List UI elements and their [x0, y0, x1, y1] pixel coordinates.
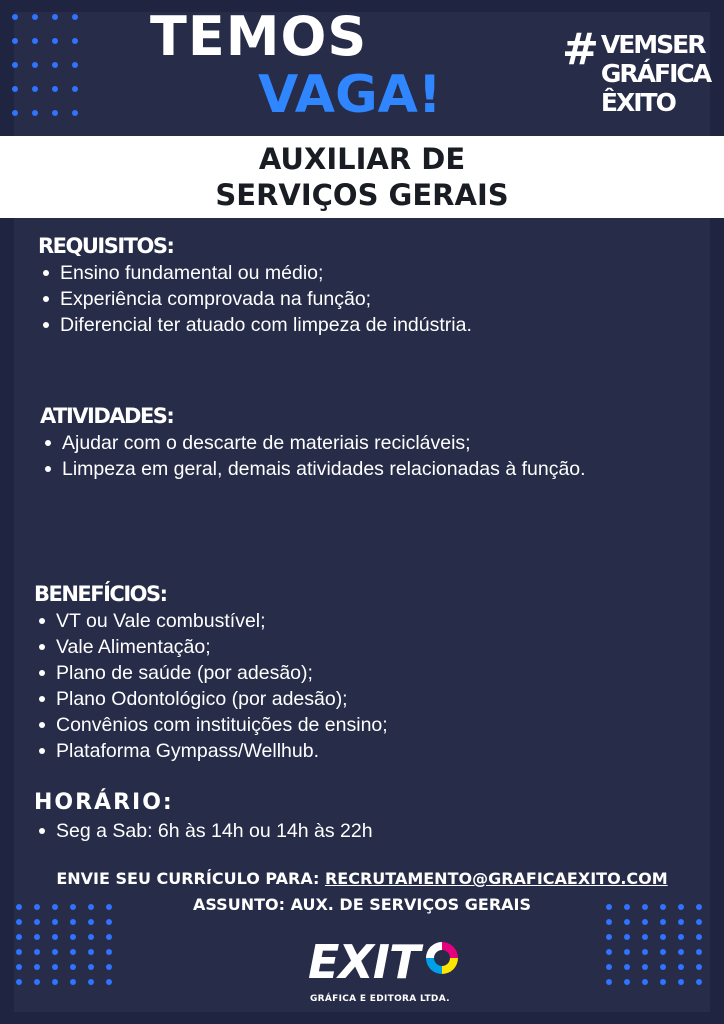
decorative-dot [72, 38, 78, 44]
decorative-dot [88, 919, 94, 925]
decorative-dot [16, 949, 22, 955]
decorative-dot [606, 934, 612, 940]
decorative-dot [52, 934, 58, 940]
beneficios-heading: BENEFÍCIOS: [34, 582, 167, 606]
decorative-dot [52, 62, 58, 68]
decorative-dot [32, 86, 38, 92]
decorative-dot [34, 964, 40, 970]
list-item: Diferencial ter atuado com limpeza de indústria. [38, 312, 698, 338]
decorative-dot [72, 86, 78, 92]
decorative-dot [660, 919, 666, 925]
decorative-dot [34, 979, 40, 985]
list-item: Seg a Sab: 6h às 14h ou 14h às 22h [34, 818, 694, 844]
list-item: VT ou Vale combustível; [34, 608, 694, 634]
decorative-dot [678, 964, 684, 970]
horario-heading: HORÁRIO: [34, 790, 174, 815]
beneficios-section [34, 580, 694, 764]
decorative-dot [16, 919, 22, 925]
decorative-dot [16, 934, 22, 940]
requisitos-section [38, 232, 698, 338]
decorative-dot [32, 110, 38, 116]
decorative-dots-top-left [12, 14, 92, 134]
decorative-dot [72, 62, 78, 68]
decorative-dot [642, 979, 648, 985]
decorative-dot [660, 964, 666, 970]
decorative-dot [106, 964, 112, 970]
decorative-dot [34, 949, 40, 955]
decorative-dot [678, 979, 684, 985]
decorative-dot [70, 964, 76, 970]
decorative-dot [88, 934, 94, 940]
decorative-dot [52, 86, 58, 92]
decorative-dot [106, 919, 112, 925]
logo-subtitle: GRÁFICA E EDITORA LTDA. [310, 994, 450, 1004]
hashtag-vemser [562, 24, 710, 117]
logo-wordmark: EXIT [308, 935, 420, 989]
application-instructions [0, 866, 724, 918]
decorative-dot [88, 979, 94, 985]
email-subject: ASSUNTO: AUX. DE SERVIÇOS GERAIS [192, 895, 531, 914]
decorative-dot [70, 949, 76, 955]
decorative-dot [696, 934, 702, 940]
decorative-dot [52, 110, 58, 116]
decorative-dot [606, 919, 612, 925]
list-item: Vale Alimentação; [34, 634, 694, 660]
decorative-dot [12, 38, 18, 44]
headline-vaga: VAGA! [258, 65, 442, 125]
list-item: Plano de saúde (por adesão); [34, 660, 694, 686]
send-cv-line [0, 866, 724, 892]
decorative-dot [696, 964, 702, 970]
decorative-dot [660, 949, 666, 955]
decorative-dot [106, 934, 112, 940]
decorative-dot [660, 979, 666, 985]
decorative-dot [88, 964, 94, 970]
decorative-dot [12, 110, 18, 116]
requisitos-list [38, 260, 698, 338]
decorative-dot [642, 949, 648, 955]
hashtag-line: GRÁFICA [600, 59, 711, 88]
decorative-dot [52, 919, 58, 925]
list-item: Convênios com instituições de ensino; [34, 712, 694, 738]
decorative-dot [624, 949, 630, 955]
list-item: Experiência comprovada na função; [38, 286, 698, 312]
list-item: Plano Odontológico (por adesão); [34, 686, 694, 712]
recruitment-email-link[interactable]: RECRUTAMENTO@GRAFICAEXITO.COM [324, 869, 668, 888]
decorative-dot [642, 919, 648, 925]
hashtag-mark: # [562, 24, 599, 75]
decorative-dot [34, 934, 40, 940]
decorative-dot [696, 919, 702, 925]
decorative-dot [12, 86, 18, 92]
decorative-dot [70, 934, 76, 940]
job-title-line-2: SERVIÇOS GERAIS [215, 178, 509, 212]
decorative-dot [696, 979, 702, 985]
decorative-dot [52, 38, 58, 44]
decorative-dot [72, 110, 78, 116]
decorative-dot [12, 14, 18, 20]
send-cv-label: ENVIE SEU CURRÍCULO PARA: [56, 869, 325, 888]
list-item: Limpeza em geral, demais atividades relacionadas à função. [40, 456, 630, 482]
company-logo [308, 934, 468, 1014]
decorative-dot [88, 949, 94, 955]
decorative-dot [678, 919, 684, 925]
decorative-dot [52, 949, 58, 955]
decorative-dot [72, 14, 78, 20]
decorative-dot [696, 949, 702, 955]
list-item: Plataforma Gympass/Wellhub. [34, 738, 694, 764]
decorative-dot [606, 979, 612, 985]
decorative-dot [52, 979, 58, 985]
decorative-dot [678, 934, 684, 940]
headline-temos: TEMOS [150, 5, 368, 68]
decorative-dot [642, 964, 648, 970]
decorative-dot [106, 979, 112, 985]
decorative-dot [70, 979, 76, 985]
decorative-dot [642, 934, 648, 940]
decorative-dot [32, 38, 38, 44]
hashtag-line: VEMSER [600, 30, 705, 59]
decorative-dot [32, 14, 38, 20]
job-title-line-1: AUXILIAR DE [258, 142, 466, 176]
atividades-heading: ATIVIDADES: [40, 404, 174, 428]
decorative-dot [52, 14, 58, 20]
atividades-list [40, 430, 630, 482]
job-title-banner [0, 136, 724, 218]
atividades-section [40, 402, 700, 482]
decorative-dot [16, 979, 22, 985]
decorative-dot [52, 964, 58, 970]
beneficios-list [34, 608, 694, 764]
decorative-dot [606, 964, 612, 970]
hashtag-line: ÊXITO [600, 88, 675, 117]
decorative-dot [624, 919, 630, 925]
decorative-dot [624, 964, 630, 970]
requisitos-heading: REQUISITOS: [38, 234, 174, 258]
horario-list [34, 818, 694, 844]
list-item: Ajudar com o descarte de materiais recicláveis; [40, 430, 630, 456]
horario-section [34, 788, 694, 844]
decorative-dot [16, 964, 22, 970]
decorative-dot [678, 949, 684, 955]
decorative-dot [624, 979, 630, 985]
decorative-dot [34, 919, 40, 925]
hashtag-lines [601, 24, 710, 117]
decorative-dot [106, 949, 112, 955]
decorative-dot [12, 62, 18, 68]
list-item: Ensino fundamental ou médio; [38, 260, 698, 286]
decorative-dot [70, 919, 76, 925]
decorative-dot [660, 934, 666, 940]
decorative-dot [32, 62, 38, 68]
cmyk-ring-icon [422, 938, 462, 978]
decorative-dot [606, 949, 612, 955]
decorative-dot [624, 934, 630, 940]
